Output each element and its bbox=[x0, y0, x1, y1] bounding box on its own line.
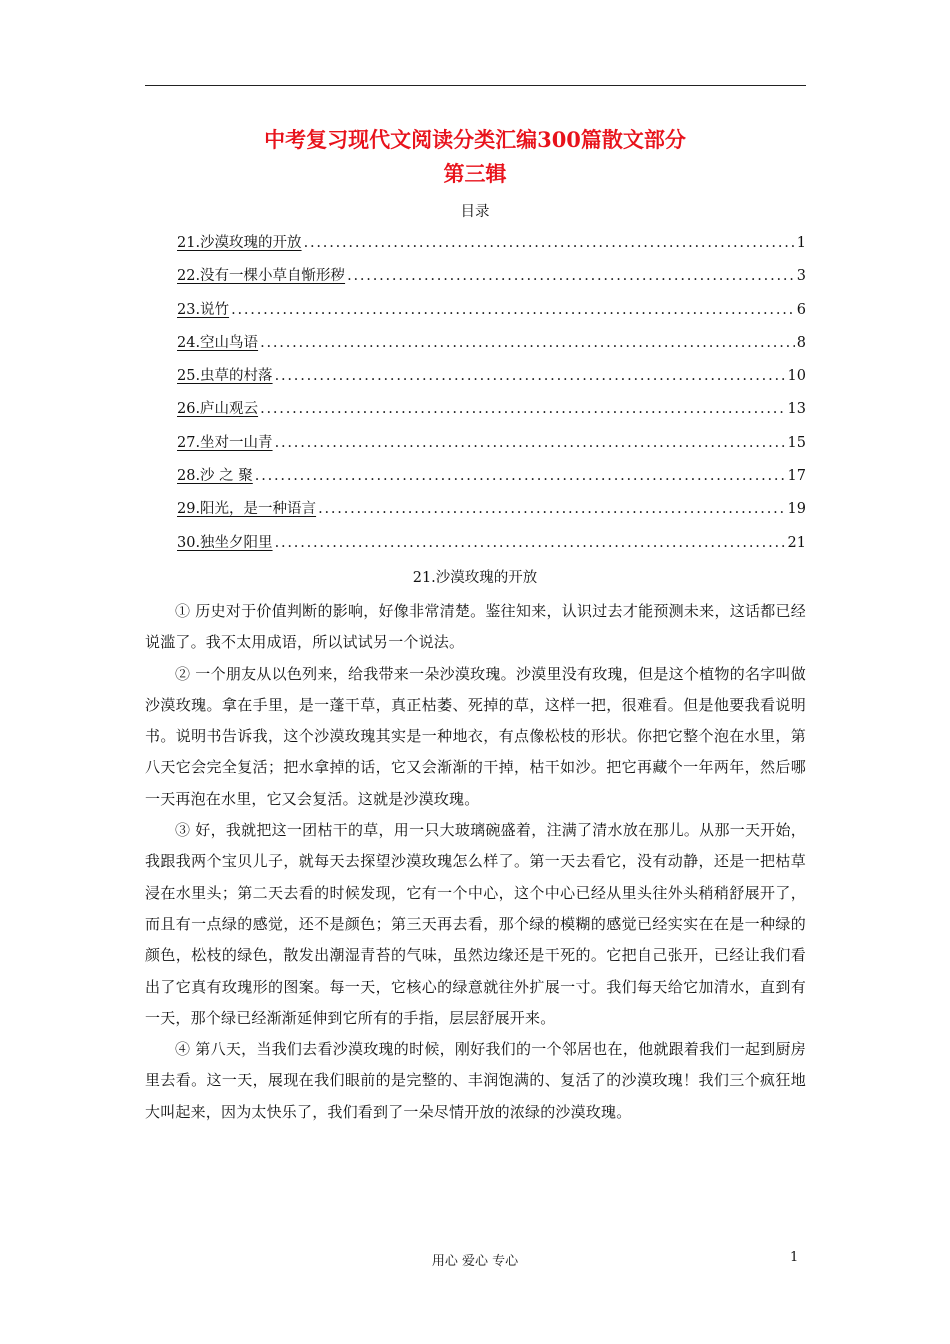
toc-leader-dots bbox=[318, 501, 785, 517]
toc-link[interactable]: 28.沙 之 聚 bbox=[177, 468, 253, 485]
toc-page-number: 8 bbox=[796, 334, 806, 351]
article-body bbox=[145, 596, 806, 1128]
document-subtitle: 第三辑 bbox=[443, 161, 507, 186]
toc-leader-dots bbox=[304, 235, 795, 251]
toc-entry[interactable] bbox=[177, 364, 806, 397]
toc-entry[interactable] bbox=[177, 464, 806, 497]
toc-link[interactable]: 26.庐山观云 bbox=[177, 401, 259, 418]
toc-entry[interactable] bbox=[177, 331, 806, 364]
toc-leader-dots bbox=[255, 468, 786, 484]
toc-leader-dots bbox=[275, 435, 786, 451]
toc-leader-dots bbox=[275, 368, 786, 384]
toc-link[interactable]: 25.虫草的村落 bbox=[177, 368, 273, 385]
paragraph: ② 一个朋友从以色列来，给我带来一朵沙漠玫瑰。沙漠里没有玫瑰，但是这个植物的名字叫做沙漠玫瑰。拿在手里，是一蓬干草，真正枯萎、死掉的草，这样一把，很难看。但是他要我看说明书。说明书告诉我，这个沙漠玫瑰其实是一种地衣，有点像松枝的形状。你把它整个泡在水里，第八天它会完全复活；把水拿掉的话，它又会渐渐的干掉，枯干如沙。把它再藏个一年两年，然后哪一天再泡在水里，它又会复活。这就是沙漠玫瑰。 bbox=[145, 664, 806, 808]
document-title: 中考复习现代文阅读分类汇编300篇散文部分 bbox=[264, 127, 686, 152]
toc-page-number: 10 bbox=[787, 368, 806, 385]
toc-link[interactable]: 30.独坐夕阳里 bbox=[177, 534, 273, 551]
toc-page-number: 13 bbox=[787, 401, 806, 418]
paragraph: ① 历史对于价值判断的影响，好像非常清楚。鉴往知来，认识过去才能预测未来，这话都已经说滥了。我不太用成语，所以试试另一个说法。 bbox=[145, 602, 806, 652]
toc-link[interactable]: 24.空山鸟语 bbox=[177, 334, 259, 351]
toc-heading: 目录 bbox=[460, 204, 490, 220]
toc-page-number: 17 bbox=[787, 468, 806, 485]
toc-link[interactable]: 22.没有一棵小草自惭形秽 bbox=[177, 268, 346, 285]
toc-leader-dots bbox=[260, 401, 785, 417]
toc-entry[interactable] bbox=[177, 431, 806, 464]
toc-entry[interactable] bbox=[177, 298, 806, 331]
toc-link[interactable]: 29.阳光，是一种语言 bbox=[177, 501, 317, 518]
page-footer: 用心 爱心 专心 bbox=[431, 1254, 519, 1269]
paragraph: ④ 第八天，当我们去看沙漠玫瑰的时候，刚好我们的一个邻居也在，他就跟着我们一起到厨房里去看。这一天，展现在我们眼前的是完整的、丰润饱满的、复活了的沙漠玫瑰！我们三个疯狂地大叫起来，因为太快乐了，我们看到了一朵尽情开放的浓绿的沙漠玫瑰。 bbox=[145, 1040, 806, 1121]
toc-leader-dots bbox=[260, 335, 795, 351]
section-title: 21.沙漠玫瑰的开放 bbox=[412, 570, 538, 586]
toc-leader-dots bbox=[275, 535, 786, 551]
toc-leader-dots bbox=[231, 302, 795, 318]
toc-page-number: 3 bbox=[796, 268, 806, 285]
page-number: 1 bbox=[790, 1250, 799, 1265]
header-rule bbox=[145, 85, 806, 86]
toc-link[interactable]: 21.沙漠玫瑰的开放 bbox=[177, 235, 302, 251]
paragraph: ③ 好，我就把这一团枯干的草，用一只大玻璃碗盛着，注满了清水放在那儿。从那一天开始，我跟我两个宝贝儿子，就每天去探望沙漠玫瑰怎么样了。第一天去看它，没有动静，还是一把枯草浸在水里头；第二天去看的时候发现，它有一个中心，这个中心已经从里头往外头稍稍舒展开了，而且有一点绿的感觉，还不是颜色；第三天再去看，那个绿的模糊的感觉已经实实在在是一种绿的颜色，松枝的绿色，散发出潮湿青苔的气味，虽然边缘还是干死的。它把自己张开，已经让我们看出了它真有玫瑰形的图案。每一天，它核心的绿意就往外扩展一寸。我们每天给它加清水，直到有一天，那个绿已经渐渐延伸到它所有的手指，层层舒展开来。 bbox=[145, 821, 806, 1027]
toc-page-number: 19 bbox=[787, 501, 806, 518]
toc-entry[interactable] bbox=[177, 531, 806, 564]
toc-link[interactable]: 23.说竹 bbox=[177, 301, 230, 318]
table-of-contents bbox=[177, 231, 806, 564]
toc-page-number: 1 bbox=[796, 235, 806, 251]
toc-link[interactable]: 27.坐对一山青 bbox=[177, 434, 273, 451]
toc-page-number: 15 bbox=[787, 434, 806, 451]
toc-leader-dots bbox=[347, 268, 795, 284]
toc-page-number: 6 bbox=[796, 301, 806, 318]
toc-entry[interactable] bbox=[177, 231, 806, 264]
toc-entry[interactable] bbox=[177, 264, 806, 297]
toc-page-number: 21 bbox=[787, 534, 806, 551]
toc-entry[interactable] bbox=[177, 497, 806, 530]
toc-entry[interactable] bbox=[177, 397, 806, 430]
